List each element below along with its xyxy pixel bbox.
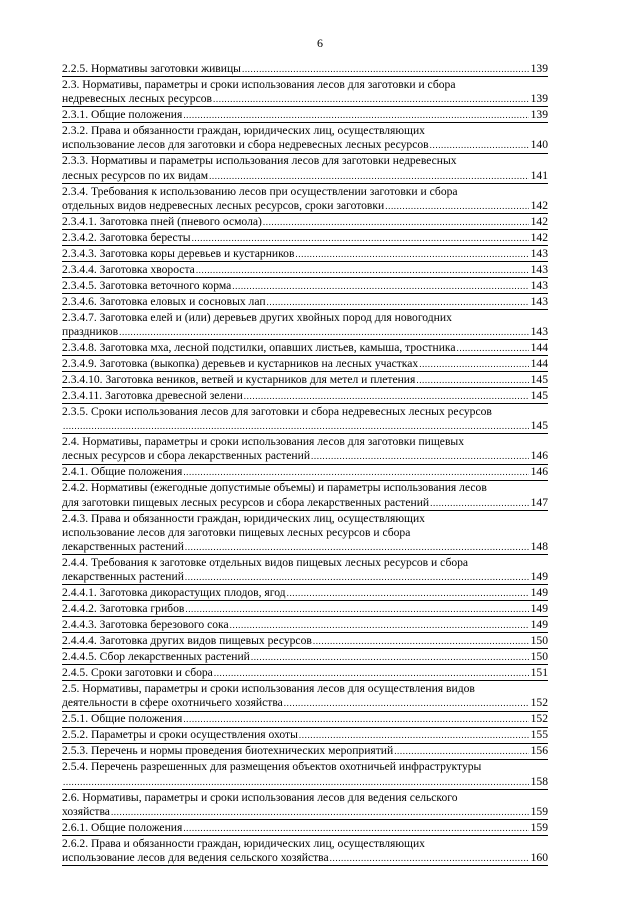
toc-entry-title: 2.4. Нормативы, параметры и сроки использования лесов для заготовки пищевых xyxy=(62,435,464,449)
toc-entry xyxy=(62,837,548,866)
toc-dot-leader xyxy=(416,373,528,387)
toc-entry xyxy=(62,682,548,711)
toc-entry-page: 142 xyxy=(530,230,548,244)
toc-entry-page: 150 xyxy=(530,650,548,664)
toc-entry-title: хозяйства xyxy=(62,804,110,818)
toc-dot-leader xyxy=(330,851,529,865)
toc-entry xyxy=(62,247,548,262)
toc-dot-leader xyxy=(185,540,529,554)
toc-dot-leader xyxy=(185,602,528,616)
toc-entry xyxy=(62,311,548,340)
toc-dot-leader xyxy=(196,263,529,277)
toc-entry-page: 156 xyxy=(530,744,548,758)
toc-dot-leader xyxy=(284,696,529,710)
toc-entry xyxy=(62,154,548,183)
toc-dot-leader xyxy=(232,279,528,293)
toc-entry-page: 139 xyxy=(530,108,548,122)
toc-entry-title: 2.3.4.5. Заготовка веточного корма xyxy=(62,278,232,292)
toc-entry-page: 160 xyxy=(530,851,548,865)
toc-entry-title: отдельных видов недревесных лесных ресурсов, сроки заготовки xyxy=(62,198,385,212)
toc-entry-page: 152 xyxy=(530,712,548,726)
toc-entry-page: 143 xyxy=(530,262,548,276)
toc-entry-page: 143 xyxy=(530,325,548,339)
toc-entry-title: 2.2.5. Нормативы заготовки живицы xyxy=(62,62,241,75)
toc-entry-title: лекарственных растений xyxy=(62,570,184,584)
toc-entry xyxy=(62,389,548,404)
toc-entry-page: 142 xyxy=(530,214,548,228)
toc-dot-leader xyxy=(183,821,528,835)
toc-entry xyxy=(62,744,548,759)
toc-entry xyxy=(62,295,548,310)
toc-entry-title: 2.3.4.10. Заготовка веников, ветвей и кустарников для метел и плетения xyxy=(62,373,416,387)
toc-entry xyxy=(62,556,548,585)
toc-dot-leader xyxy=(185,570,529,584)
toc-entry xyxy=(62,124,548,153)
toc-entry xyxy=(62,650,548,665)
toc-entry-title: деятельности в сфере охотничьего хозяйства xyxy=(62,696,283,710)
toc-dot-leader xyxy=(63,775,529,789)
toc-entry-title: 2.4.4.5. Сбор лекарственных растений xyxy=(62,650,250,664)
toc-entry-title: 2.5.4. Перечень разрешенных для размещения объектов охотничьей инфраструктуры xyxy=(62,760,482,774)
toc-dot-leader xyxy=(111,805,529,819)
toc-entry-page: 149 xyxy=(530,586,548,600)
toc-entry xyxy=(62,760,548,789)
toc-dot-leader xyxy=(242,62,529,76)
toc-entry-title: 2.4.4.2. Заготовка грибов xyxy=(62,602,185,616)
toc-dot-leader xyxy=(394,744,528,758)
toc-entry-page: 142 xyxy=(530,198,548,212)
toc-entry-title: 2.5.3. Перечень и нормы проведения биотехнических мероприятий xyxy=(62,744,394,758)
toc-entry-title: 2.3.4.9. Заготовка (выкопка) деревьев и кустарников на лесных участках xyxy=(62,357,419,371)
toc-entry-page: 146 xyxy=(530,449,548,463)
toc-entry-title: лесных ресурсов по их видам xyxy=(62,168,209,182)
toc-entry-title: 2.4.4. Требования к заготовке отдельных видов пищевых лесных ресурсов и сбора xyxy=(62,556,469,570)
toc-entry-page: 146 xyxy=(530,465,548,479)
toc-entry-page: 139 xyxy=(530,92,548,106)
toc-entry xyxy=(62,185,548,214)
toc-entry-page: 145 xyxy=(530,419,548,433)
toc-dot-leader xyxy=(214,666,529,680)
toc-entry-title: 2.5.1. Общие положения xyxy=(62,712,183,726)
toc-entry-title: использование лесов для заготовки и сбора недревесных лесных ресурсов xyxy=(62,138,429,152)
toc-entry xyxy=(62,62,548,77)
toc-dot-leader xyxy=(263,215,529,229)
toc-entry-page: 143 xyxy=(530,246,548,260)
toc-entry xyxy=(62,231,548,246)
toc-dot-leader xyxy=(244,389,529,403)
toc-entry-title: недревесных лесных ресурсов xyxy=(62,92,213,106)
toc-entry xyxy=(62,263,548,278)
toc-entry-title: праздников xyxy=(62,325,119,339)
toc-dot-leader xyxy=(183,465,528,479)
toc-entry-title: 2.3.4.7. Заготовка елей и (или) деревьев других хвойных пород для новогодних xyxy=(62,310,452,324)
toc-entry-title: 2.4.5. Сроки заготовки и сбора xyxy=(62,666,213,680)
toc-dot-leader xyxy=(287,586,529,600)
toc-entry-title: 2.3.4.1. Заготовка пней (пневого осмола) xyxy=(62,214,262,228)
toc-entry-page: 145 xyxy=(530,373,548,387)
toc-entry xyxy=(62,512,548,556)
toc-entry-title: 2.3.4.4. Заготовка хвороста xyxy=(62,262,195,276)
table-of-contents xyxy=(62,62,548,867)
toc-entry-title: 2.6. Нормативы, параметры и сроки использования лесов для ведения сельского xyxy=(62,790,458,804)
toc-entry-title: 2.3.3. Нормативы и параметры использования лесов для заготовки недревесных xyxy=(62,154,457,168)
toc-entry xyxy=(62,791,548,820)
toc-entry-title: 2.3.4.2. Заготовка бересты xyxy=(62,230,191,244)
toc-entry-page: 151 xyxy=(530,666,548,680)
toc-entry-page: 147 xyxy=(530,495,548,509)
toc-entry-title: 2.3.2. Права и обязанности граждан, юридических лиц, осуществляющих xyxy=(62,124,425,138)
toc-entry-title: лекарственных растений xyxy=(62,540,184,554)
toc-entry-page: 149 xyxy=(530,602,548,616)
toc-entry-title: 2.3.5. Сроки использования лесов для заготовки и сбора недревесных лесных ресурсов xyxy=(62,405,492,419)
toc-entry xyxy=(62,357,548,372)
toc-entry xyxy=(62,405,548,434)
toc-entry-title: 2.3.1. Общие положения xyxy=(62,108,183,122)
toc-dot-leader xyxy=(295,247,528,261)
toc-dot-leader xyxy=(183,712,528,726)
toc-entry-page: 158 xyxy=(530,774,548,788)
toc-entry-title: 2.3. Нормативы, параметры и сроки использования лесов для заготовки и сбора xyxy=(62,78,456,91)
toc-entry-title: лесных ресурсов и сбора лекарственных растений xyxy=(62,449,311,463)
toc-entry-title: 2.4.4.4. Заготовка других видов пищевых ресурсов xyxy=(62,634,312,648)
toc-entry-title: 2.5. Нормативы, параметры и сроки использования лесов для осуществления видов xyxy=(62,682,475,696)
toc-dot-leader xyxy=(63,419,529,433)
toc-dot-leader xyxy=(209,169,529,183)
toc-dot-leader xyxy=(251,650,529,664)
toc-dot-leader xyxy=(119,325,528,339)
toc-entry-page: 159 xyxy=(530,804,548,818)
toc-entry-page: 155 xyxy=(530,728,548,742)
toc-entry-title: 2.6.1. Общие положения xyxy=(62,820,183,834)
toc-dot-leader xyxy=(267,295,529,309)
toc-dot-leader xyxy=(430,496,528,510)
toc-entry-page: 145 xyxy=(530,389,548,403)
toc-entry xyxy=(62,481,548,510)
toc-entry-page: 144 xyxy=(530,357,548,371)
toc-entry-page: 141 xyxy=(530,168,548,182)
toc-entry-title: 2.4.2. Нормативы (ежегодные допустимые объемы) и параметры использования лесов xyxy=(62,481,487,495)
toc-entry xyxy=(62,586,548,601)
toc-entry-title: 2.4.4.3. Заготовка березового сока xyxy=(62,618,229,632)
toc-entry-title: 2.3.4.6. Заготовка еловых и сосновых лап xyxy=(62,294,266,308)
toc-dot-leader xyxy=(183,108,528,122)
toc-entry-page: 140 xyxy=(530,138,548,152)
toc-entry xyxy=(62,618,548,633)
toc-entry xyxy=(62,666,548,681)
toc-entry-title: 2.4.4.1. Заготовка дикорастущих плодов, ягод xyxy=(62,586,286,600)
toc-entry-page: 159 xyxy=(530,820,548,834)
toc-entry xyxy=(62,435,548,464)
toc-entry-page: 148 xyxy=(530,540,548,554)
toc-entry xyxy=(62,465,548,480)
toc-entry xyxy=(62,215,548,230)
toc-entry-page: 143 xyxy=(530,294,548,308)
toc-entry-page: 149 xyxy=(530,570,548,584)
toc-entry xyxy=(62,78,548,107)
toc-entry-page: 149 xyxy=(530,618,548,632)
toc-entry-title: 2.6.2. Права и обязанности граждан, юридических лиц, осуществляющих xyxy=(62,836,425,850)
toc-entry xyxy=(62,279,548,294)
toc-entry xyxy=(62,373,548,388)
toc-entry-title: 2.5.2. Параметры и сроки осуществления охоты xyxy=(62,728,298,742)
toc-entry xyxy=(62,341,548,356)
toc-entry xyxy=(62,602,548,617)
toc-entry-title: 2.3.4. Требования к использованию лесов при осуществлении заготовки и сбора xyxy=(62,184,458,198)
toc-dot-leader xyxy=(299,728,529,742)
toc-entry-page: 143 xyxy=(530,278,548,292)
toc-dot-leader xyxy=(313,634,529,648)
toc-entry-page: 139 xyxy=(530,62,548,75)
toc-entry xyxy=(62,108,548,123)
toc-dot-leader xyxy=(230,618,529,632)
toc-dot-leader xyxy=(213,92,529,106)
toc-entry-title: 2.4.1. Общие положения xyxy=(62,465,183,479)
toc-dot-leader xyxy=(192,231,529,245)
toc-entry-title: 2.3.4.11. Заготовка древесной зелени xyxy=(62,389,243,403)
toc-entry-title: использование лесов для ведения сельского хозяйства xyxy=(62,851,329,865)
toc-dot-leader xyxy=(430,138,529,152)
toc-entry-page: 144 xyxy=(530,341,548,355)
toc-entry-page: 150 xyxy=(530,634,548,648)
toc-entry xyxy=(62,634,548,649)
page-number: 6 xyxy=(317,36,323,50)
toc-dot-leader xyxy=(385,199,528,213)
toc-entry-title: для заготовки пищевых лесных ресурсов и сбора лекарственных растений xyxy=(62,495,430,509)
toc-entry xyxy=(62,821,548,836)
toc-entry-title: 2.3.4.3. Заготовка коры деревьев и кустарников xyxy=(62,246,295,260)
toc-dot-leader xyxy=(457,341,529,355)
toc-entry xyxy=(62,728,548,743)
toc-dot-leader xyxy=(311,449,529,463)
toc-entry-title: 2.3.4.8. Заготовка мха, лесной подстилки, опавших листьев, камыша, тростника xyxy=(62,341,456,355)
toc-entry-title: 2.4.3. Права и обязанности граждан, юридических лиц, осуществляющих xyxy=(62,511,425,525)
toc-dot-leader xyxy=(419,357,528,371)
toc-entry-page: 152 xyxy=(530,696,548,710)
toc-entry xyxy=(62,712,548,727)
toc-entry-title: использование лесов для заготовки пищевых лесных ресурсов и сбора xyxy=(62,525,411,539)
